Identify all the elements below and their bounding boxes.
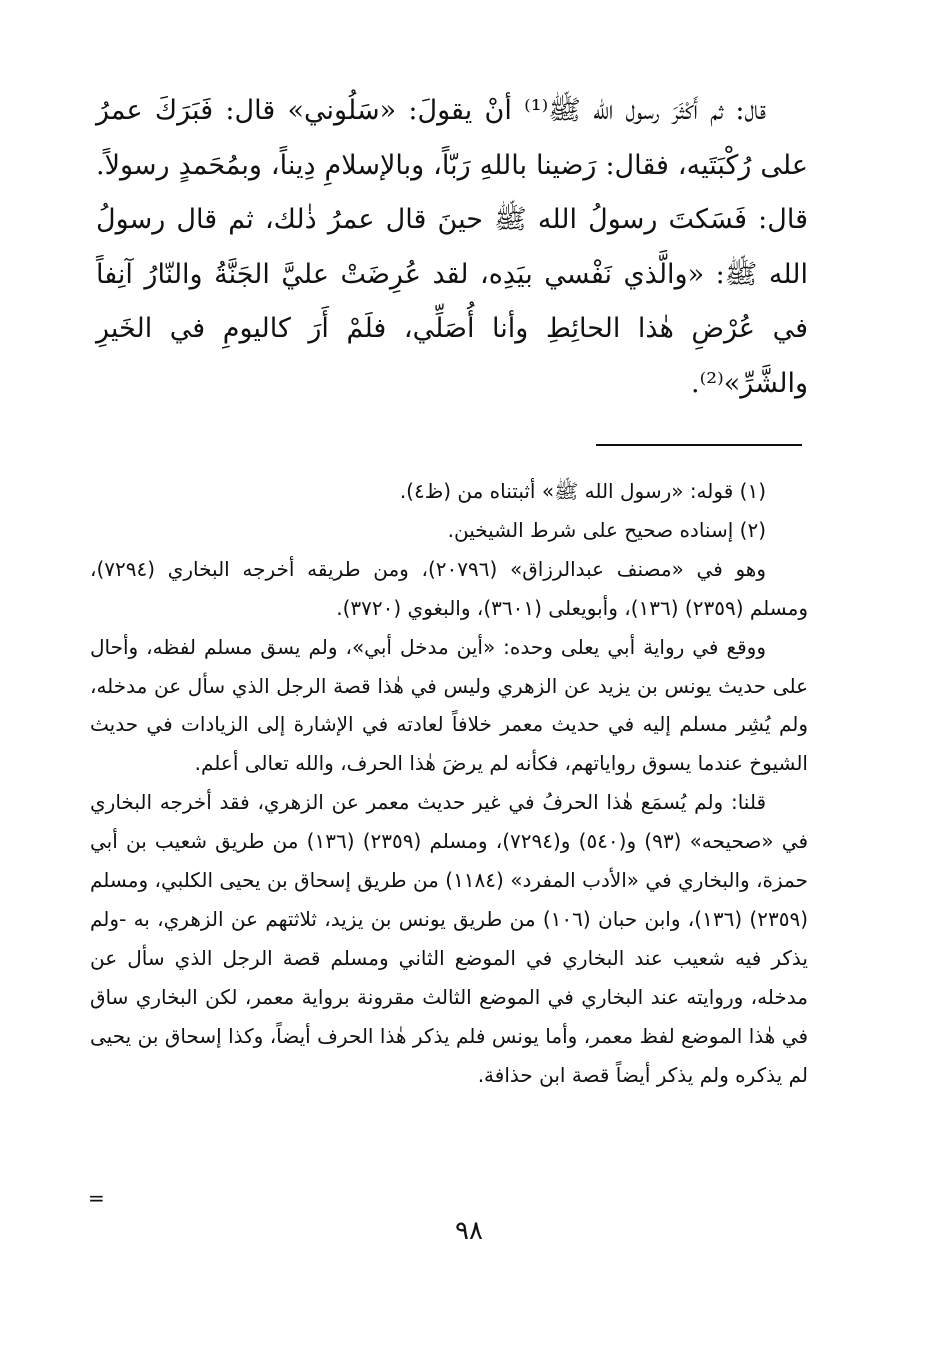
footnote-1: (١) قوله: «رسول الله ﷺ» أثبتناه من (ظ٤). xyxy=(399,479,766,503)
footnote-separator-rule xyxy=(596,444,802,446)
main-text xyxy=(96,84,808,411)
footnote-2-paragraph-3: قلنا: ولم يُسمَع هٰذا الحرفُ في غير حديث معمر عن الزهري، فقد أخرجه البخاري في «صحيحه» (٩٣) و(٥٤٠) و(٧٢٩٤)، ومسلم (٢٣٥٩) (١٣٦) من طريق شعيب بن أبي حمزة، والبخاري في «الأدب المفرد» (١١٨٤) من طريق إسحاق بن يحيى الكلبي، ومسلم (٢٣٥٩) (١٣٦)، وابن حبان (١٠٦) من طريق يونس بن يزيد، ثلاثتهم عن الزهري، به -ولم يذكر فيه شعيب عند البخاري في الموضع الثاني ومسلم قصة الرجل الذي سأل عن مدخله، وروايته عند البخاري في الموضع الثالث مقرونة برواية معمر، لكن البخاري ساق في هٰذا الموضع لفظ معمر، وأما يونس فلم يذكر هٰذا الحرف أيضاً، وكذا إسحاق بن يحيى لم يذكره ولم يذكر أيضاً قصة ابن حذافة. xyxy=(90,790,809,1087)
footnote-2: (٢) إسناده صحيح على شرط الشيخين. xyxy=(447,517,766,542)
continuation-mark: = xyxy=(88,1186,105,1210)
footnotes xyxy=(90,472,808,1095)
footnote-2-paragraph-2: ووقع في رواية أبي يعلى وحده: «أين مدخل أبي»، ولم يسق مسلم لفظه، وأحال على حديث يونس بن يزيد عن الزهري وليس في هٰذا قصة الرجل الذي سأل عن مدخله، ولم يُشِر مسلم إليه في حديث معمر خلافاً لعادته في الإشارة إلى الزيادات في حديث الشيوخ عندما يسوق رواياتهم، فكأنه لم يرضَ هٰذا الحرف، والله تعالى أعلم. xyxy=(90,634,808,776)
main-paragraph: قال: ثم أَكْثَرَ رسول الله ﷺ⁽¹⁾ أنْ يقولَ: «سَلُوني» قال: فَبَرَكَ عمرُ على رُكْبَتَيه، فقال: رَضينا باللهِ رَبّاً، وبالإسلامِ دِيناً، وبمُحَمدٍ رسولاً. قال: فَسَكتَ رسولُ الله ﷺ حينَ قال عمرُ ذٰلك، ثم قال رسولُ الله ﷺ: «والَّذي نَفْسي بيَدِه، لقد عُرِضَتْ عليَّ الجَنَّةُ والنّارُ آنِفاً في عُرْضِ هٰذا الحائِطِ وأنا أُصَلِّي، فلَمْ أَرَ كاليومِ في الخَيرِ والشَّرِّ»⁽²⁾. xyxy=(96,95,808,399)
page-number: ٩٨ xyxy=(455,1216,483,1246)
footnote-2-paragraph-1: وهو في «مصنف عبدالرزاق» (٢٠٧٩٦)، ومن طريقه أخرجه البخاري (٧٢٩٤)، ومسلم (٢٣٥٩) (١٣٦)، وأبويعلى (٣٦٠١)، والبغوي (٣٧٢٠). xyxy=(90,556,808,620)
